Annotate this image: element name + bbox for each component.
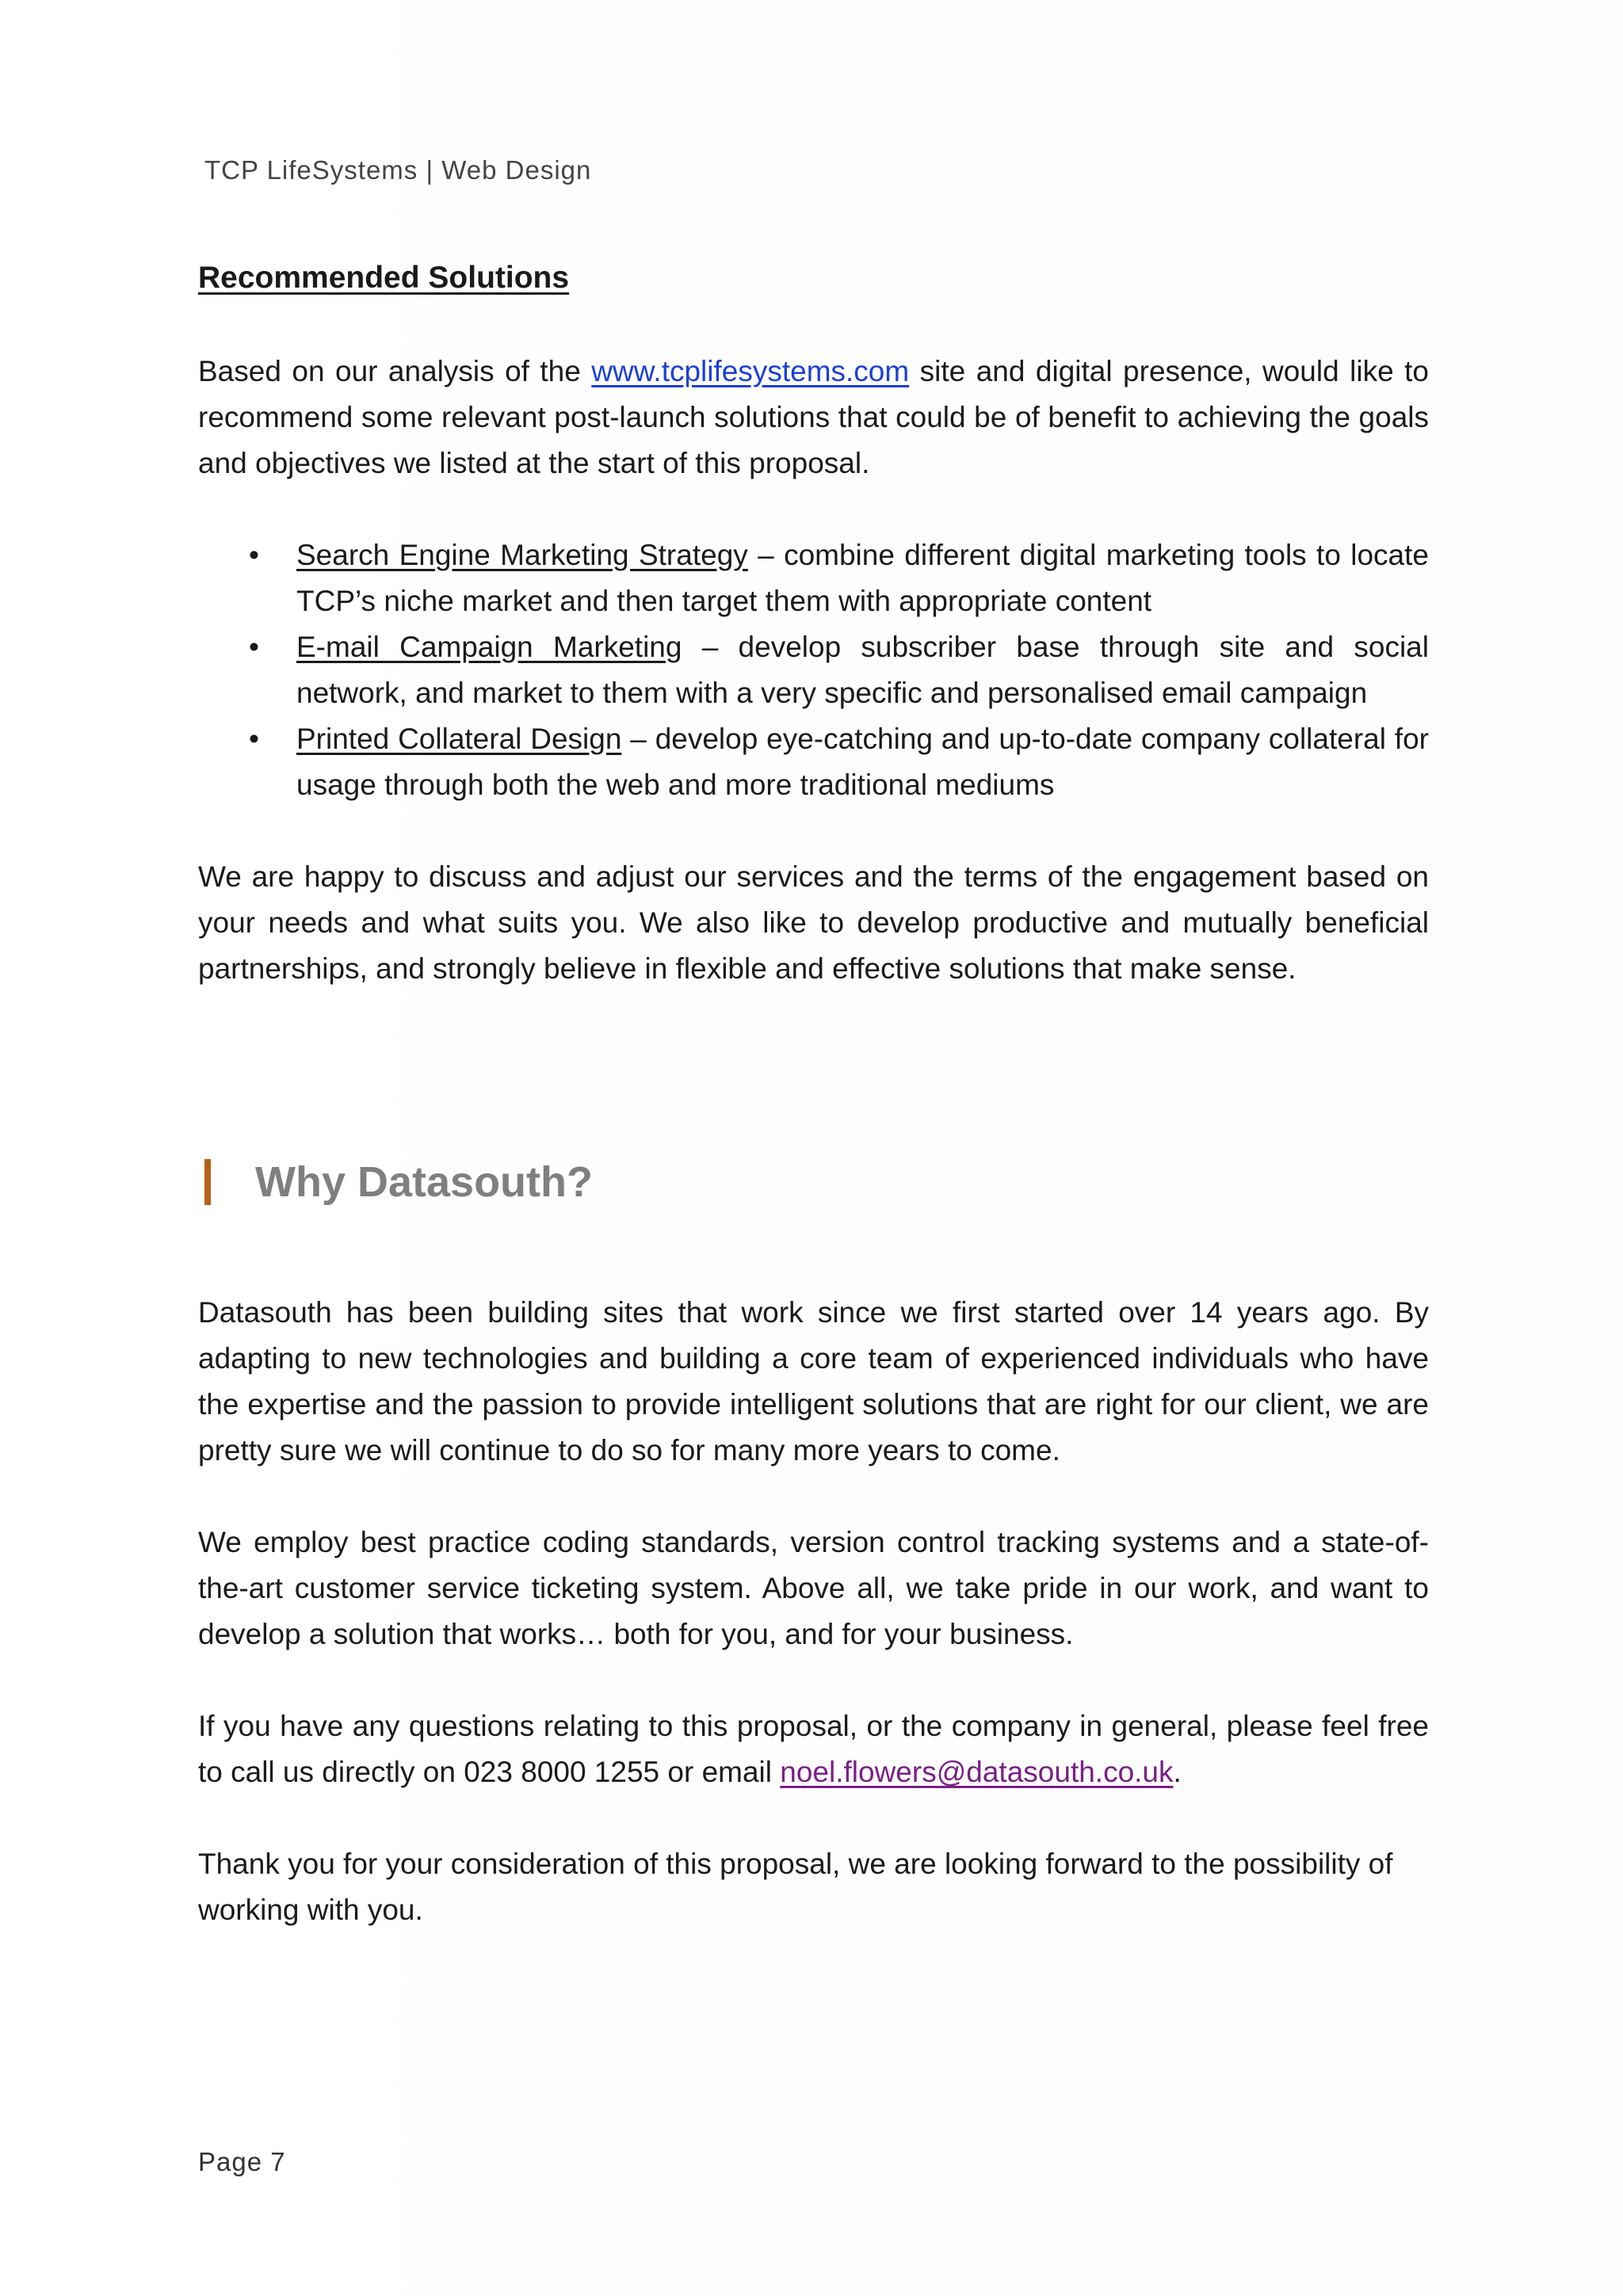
- running-header: TCP LifeSystems | Web Design: [204, 155, 592, 185]
- why-datasouth-heading: [198, 1150, 1429, 1214]
- recommended-intro-paragraph: [198, 349, 1429, 486]
- recommended-solutions-heading: Recommended Solutions: [198, 261, 570, 295]
- intro-text-after: site and digital presence, would like to recommend some relevant post-launch solutions that could be of benefit to achieving the goals and objectives we listed at the start of this proposal.: [198, 355, 1429, 479]
- bullet-label: Printed Collateral Design: [296, 723, 622, 755]
- tcplifesystems-link[interactable]: www.tcplifesystems.com: [591, 355, 910, 387]
- contact-text-after: .: [1173, 1756, 1182, 1788]
- page-content: [198, 254, 1429, 1933]
- bullet-label: Search Engine Marketing Strategy: [296, 539, 748, 571]
- why-paragraph-4: Thank you for your consideration of this proposal, we are looking forward to the possibility of working with you.: [198, 1848, 1393, 1926]
- bullet-text: – develop eye-catching and up-to-date company collateral for usage through both the web and more traditional mediums: [296, 723, 1429, 801]
- bullet-label: E-mail Campaign Marketing: [296, 631, 682, 663]
- bullet-icon: •: [249, 723, 259, 755]
- list-item: [249, 624, 1429, 716]
- solutions-list: [198, 532, 1429, 808]
- why-paragraph-1: Datasouth has been building sites that work since we first started over 14 years ago. By adapting to new technologies and building a core team of experienced individuals who have the expertise and the passion to provide intelligent solutions that are right for our client, we are pretty sure we will continue to do so for many more years to come.: [198, 1296, 1429, 1466]
- heading-accent-bar: [204, 1159, 211, 1205]
- why-datasouth-title: Why Datasouth?: [255, 1158, 593, 1206]
- list-item: [249, 716, 1429, 808]
- email-link[interactable]: noel.flowers@datasouth.co.uk: [780, 1756, 1174, 1788]
- bullet-icon: •: [249, 539, 259, 571]
- recommended-closing-paragraph: We are happy to discuss and adjust our services and the terms of the engagement based on your needs and what suits you. We also like to develop productive and mutually beneficial partnerships, and strongly believe in flexible and effective solutions that make sense.: [198, 860, 1429, 985]
- bullet-text: – develop subscriber base through site and social network, and market to them with a very specific and personalised email campaign: [296, 631, 1429, 709]
- intro-text-before: Based on our analysis of the: [198, 355, 592, 387]
- list-item: [249, 532, 1429, 624]
- contact-text-before: If you have any questions relating to this proposal, or the company in general, please feel free to call us directly on 023 8000 1255 or email: [198, 1710, 1429, 1788]
- bullet-text: – combine different digital marketing tools to locate TCP’s niche market and then target them with appropriate content: [296, 539, 1429, 617]
- why-paragraph-2: We employ best practice coding standards, version control tracking systems and a state-of-the-art customer service ticketing system. Above all, we take pride in our work, and want to develop a solution that works… both for you, and for your business.: [198, 1526, 1429, 1650]
- why-paragraph-3: [198, 1703, 1429, 1795]
- page-number: Page 7: [198, 2147, 286, 2176]
- bullet-icon: •: [249, 631, 259, 663]
